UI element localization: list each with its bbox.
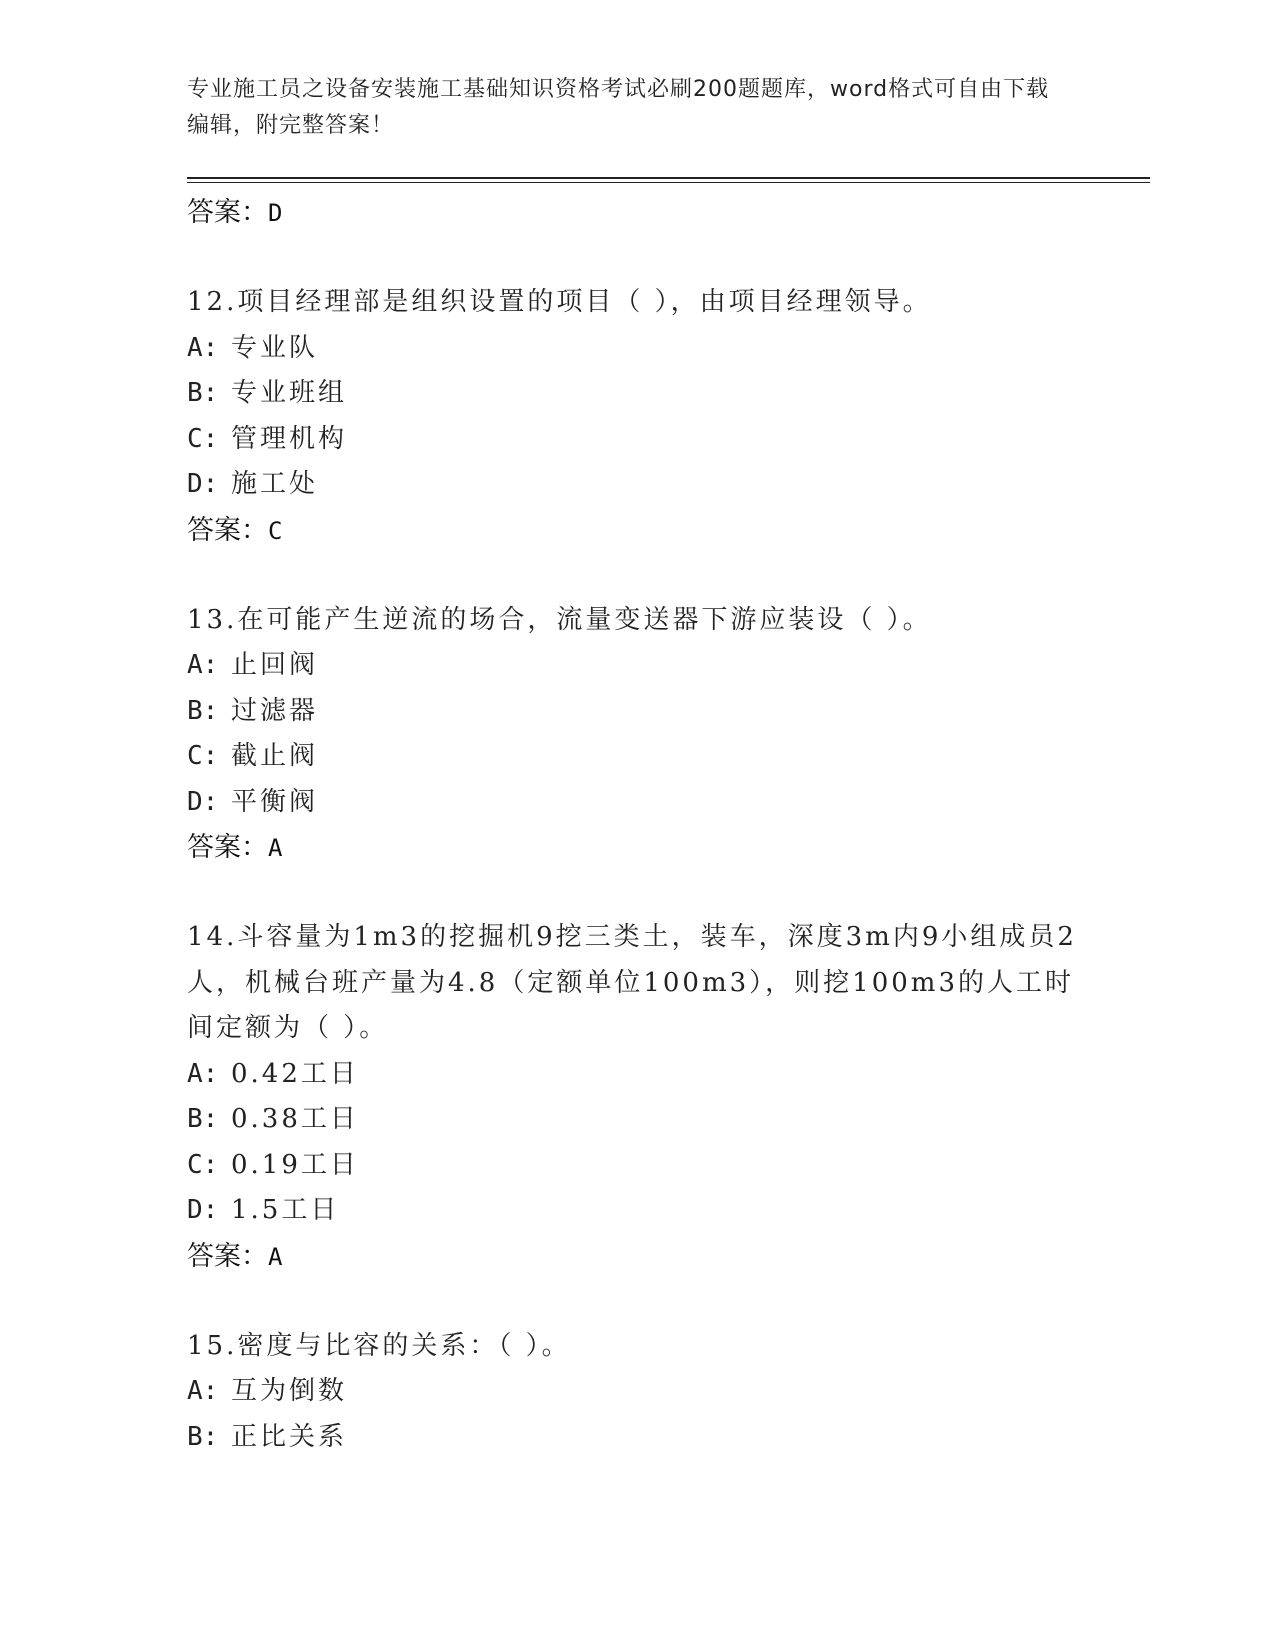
spacer: [187, 871, 1087, 915]
option-key: B:: [187, 1421, 219, 1452]
answer-label: 答案：: [187, 832, 268, 863]
option-b: [187, 689, 1087, 735]
option-text: 止回阀: [231, 650, 319, 680]
option-a: [187, 326, 1087, 372]
question-text: 13.在可能产生逆流的场合，流量变送器下游应装设（ ）。: [187, 604, 932, 635]
option-key: B:: [187, 695, 219, 726]
option-key: A:: [187, 332, 219, 363]
option-text: 0.19工日: [231, 1149, 359, 1180]
spacer: [187, 1280, 1087, 1324]
question-text: 15.密度与比容的关系：（ ）。: [187, 1330, 571, 1361]
answer-value: A: [268, 834, 283, 862]
answer-label: 答案：: [187, 197, 268, 228]
option-key: C:: [187, 1149, 219, 1180]
question-text: 12.项目经理部是组织设置的项目（ ），由项目经理领导。: [187, 287, 932, 317]
option-c: [187, 734, 1087, 780]
document-header: 专业施工员之设备安装施工基础知识资格考试必刷200题题库，word格式可自由下载编辑，附完整答案！: [187, 77, 1050, 138]
option-key: D:: [187, 1195, 219, 1225]
option-c: [187, 1143, 1087, 1189]
option-key: C:: [187, 423, 219, 454]
option-text: 施工处: [231, 469, 319, 499]
answer-line: [187, 190, 1087, 236]
option-a: [187, 643, 1087, 689]
option-key: A:: [187, 1376, 219, 1406]
answer-value: D: [268, 199, 283, 227]
option-a: [187, 1052, 1087, 1098]
option-d: [187, 1188, 1087, 1234]
option-d: [187, 780, 1087, 826]
option-text: 1.5工日: [231, 1195, 340, 1225]
answer-line: [187, 1234, 1087, 1280]
question-list: [187, 190, 1087, 1460]
option-text: 专业队: [231, 332, 319, 363]
option-key: C:: [187, 741, 219, 771]
option-c: [187, 417, 1087, 463]
spacer: [187, 554, 1087, 598]
spacer: [187, 236, 1087, 280]
header-rule-thick: [187, 177, 1150, 179]
option-text: 0.42工日: [231, 1058, 359, 1089]
answer-value: A: [268, 1242, 283, 1271]
option-key: D:: [187, 469, 219, 499]
option-b: [187, 1415, 1087, 1461]
header-rule-thin: [187, 182, 1150, 183]
option-text: 截止阀: [231, 741, 319, 771]
option-d: [187, 462, 1087, 508]
option-text: 专业班组: [231, 378, 348, 408]
option-text: 0.38工日: [231, 1104, 359, 1134]
option-text: 正比关系: [231, 1421, 348, 1452]
answer-label: 答案：: [187, 514, 268, 546]
option-b: [187, 1097, 1087, 1143]
option-a: [187, 1369, 1087, 1415]
option-key: D:: [187, 786, 219, 817]
option-key: B:: [187, 378, 219, 408]
answer-line: [187, 825, 1087, 871]
answer-value: C: [268, 516, 283, 545]
option-b: [187, 371, 1087, 417]
option-text: 互为倒数: [231, 1376, 348, 1406]
option-text: 过滤器: [231, 695, 319, 726]
option-key: A:: [187, 650, 219, 680]
option-text: 平衡阀: [231, 786, 319, 817]
option-key: A:: [187, 1058, 219, 1089]
option-key: B:: [187, 1104, 219, 1134]
answer-label: 答案：: [187, 1240, 268, 1272]
answer-line: [187, 508, 1087, 554]
question-text: 14.斗容量为1m3的挖掘机9挖三类土，装车，深度3m内9小组成员2人，机械台班产量为4.8（定额单位100m3），则挖100m3的人工时间定额为（ ）。: [187, 922, 1077, 1043]
option-text: 管理机构: [231, 423, 348, 454]
